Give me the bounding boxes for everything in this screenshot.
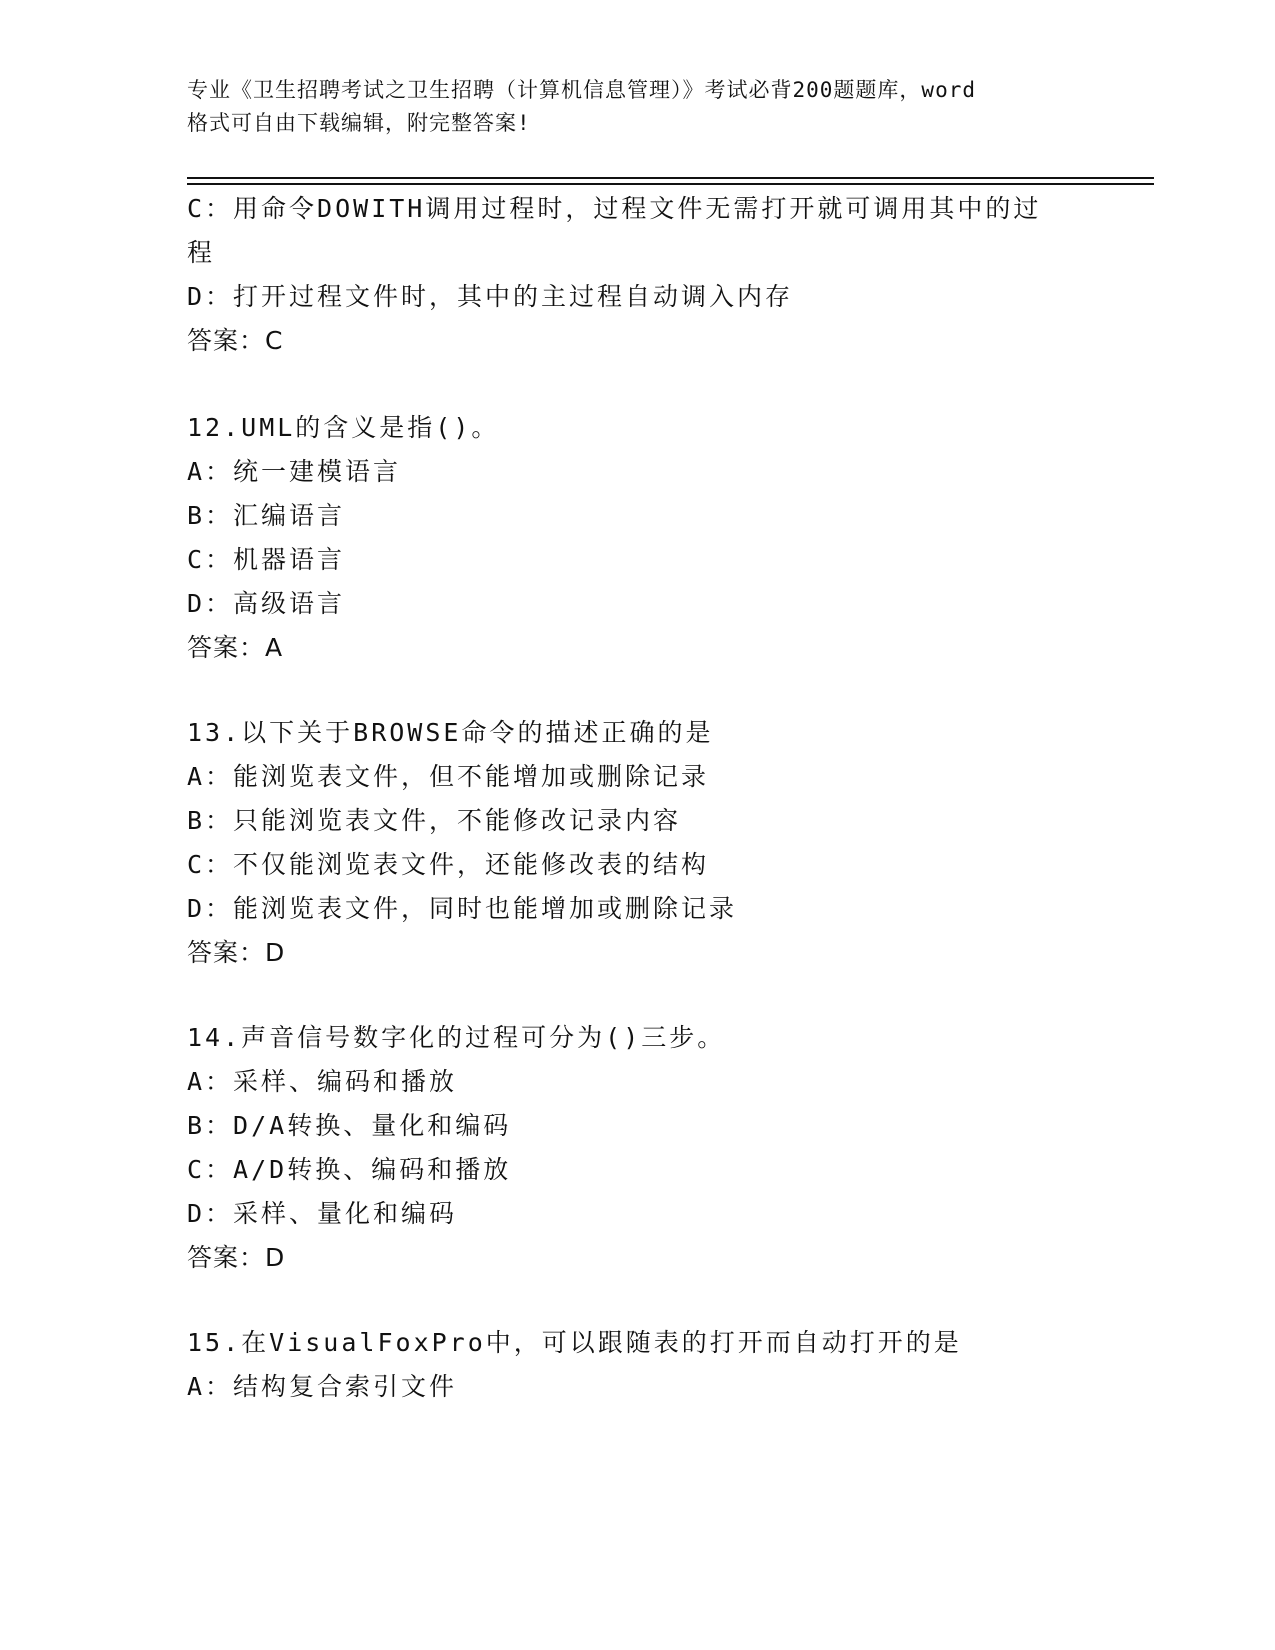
q13-option-a: A：能浏览表文件，但不能增加或删除记录 [187,762,710,791]
q12-option-c: C：机器语言 [187,545,346,574]
q11-option-c-line2: 程 [187,238,216,267]
q14-option-c: C：A/D转换、编码和播放 [187,1155,512,1184]
q13-option-c: C：不仅能浏览表文件，还能修改表的结构 [187,850,710,879]
q11-option-c-line1: C：用命令DOWITH调用过程时，过程文件无需打开就可调用其中的过 [187,194,1042,223]
q12-question: 12.UML的含义是指()。 [187,413,500,442]
q11-answer: 答案：C [187,326,284,355]
q14-option-d: D：采样、量化和编码 [187,1199,458,1228]
q12-answer: 答案：A [187,633,284,662]
q14-option-a: A：采样、编码和播放 [187,1067,458,1096]
q12-option-d: D：高级语言 [187,589,346,618]
document-header [187,74,1107,140]
header-line-1: 专业《卫生招聘考试之卫生招聘（计算机信息管理）》考试必背200题题库，word [187,78,976,102]
q13-option-b: B：只能浏览表文件，不能修改记录内容 [187,806,682,835]
header-line-2: 格式可自由下载编辑，附完整答案! [187,111,531,135]
q15-option-a: A：结构复合索引文件 [187,1372,458,1401]
q14-question: 14.声音信号数字化的过程可分为()三步。 [187,1023,726,1052]
header-divider-top [187,177,1154,179]
q11-option-d: D：打开过程文件时，其中的主过程自动调入内存 [187,282,794,311]
q14-option-b: B：D/A转换、量化和编码 [187,1111,512,1140]
header-divider-bottom [187,183,1154,185]
q13-question: 13.以下关于BROWSE命令的描述正确的是 [187,718,714,747]
q12-option-b: B：汇编语言 [187,501,346,530]
q12-option-a: A：统一建模语言 [187,457,402,486]
q13-answer: 答案：D [187,938,286,967]
q14-answer: 答案：D [187,1243,286,1272]
q13-option-d: D：能浏览表文件，同时也能增加或删除记录 [187,894,738,923]
q15-question: 15.在VisualFoxPro中，可以跟随表的打开而自动打开的是 [187,1328,962,1357]
